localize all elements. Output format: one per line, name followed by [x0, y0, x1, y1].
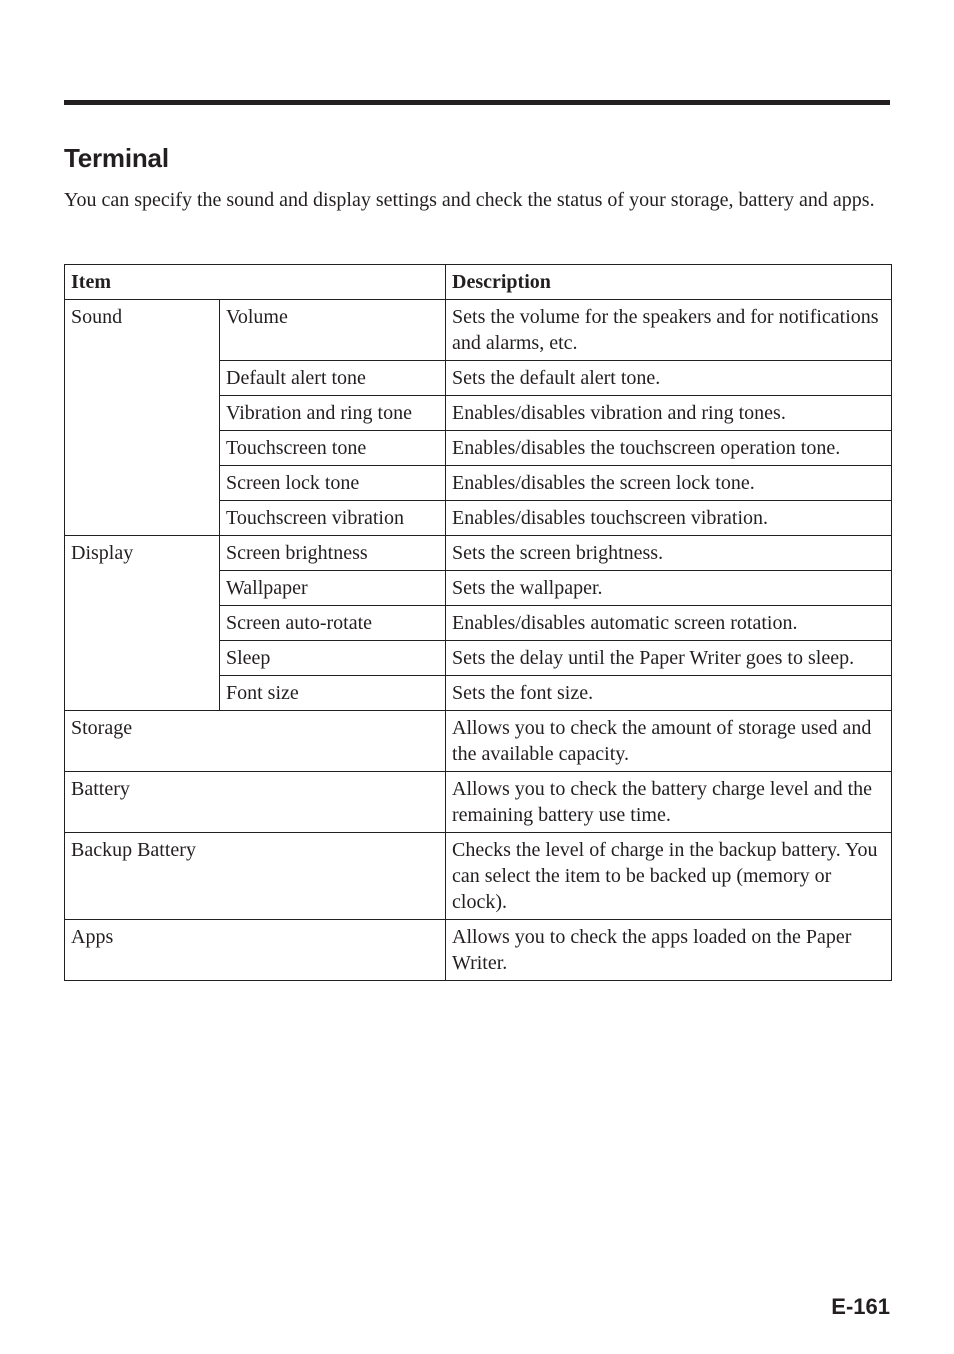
description-cell: Enables/disables touchscreen vibration.: [446, 501, 892, 536]
item-cell: Touchscreen vibration: [220, 501, 446, 536]
table-row: [65, 536, 892, 571]
description-cell: Enables/disables vibration and ring tones.: [446, 396, 892, 431]
description-cell: Sets the screen brightness.: [446, 536, 892, 571]
description-cell: Sets the wallpaper.: [446, 571, 892, 606]
description-cell: Sets the volume for the speakers and for notifications and alarms, etc.: [446, 300, 892, 361]
description-cell: Enables/disables the touchscreen operation tone.: [446, 431, 892, 466]
description-cell: Enables/disables the screen lock tone.: [446, 466, 892, 501]
item-cell: Backup Battery: [65, 833, 446, 920]
item-cell: Screen brightness: [220, 536, 446, 571]
table-row: [65, 711, 892, 772]
description-cell: Sets the font size.: [446, 676, 892, 711]
item-cell: Battery: [65, 772, 446, 833]
item-cell: Sleep: [220, 641, 446, 676]
description-cell: Sets the delay until the Paper Writer goes to sleep.: [446, 641, 892, 676]
item-cell: Apps: [65, 920, 446, 981]
item-cell: Default alert tone: [220, 361, 446, 396]
item-cell: Vibration and ring tone: [220, 396, 446, 431]
page-number: E-161: [831, 1294, 890, 1319]
table-row: [65, 300, 892, 361]
settings-table: [64, 264, 892, 981]
item-cell: Storage: [65, 711, 446, 772]
description-cell: Sets the default alert tone.: [446, 361, 892, 396]
table-header-row: [65, 265, 892, 300]
description-cell: Allows you to check the amount of storage used and the available capacity.: [446, 711, 892, 772]
item-cell: Volume: [220, 300, 446, 361]
item-cell: Touchscreen tone: [220, 431, 446, 466]
header-description: Description: [446, 265, 892, 300]
intro-paragraph: You can specify the sound and display settings and check the status of your storage, battery and apps.: [64, 189, 875, 211]
item-cell: Screen auto-rotate: [220, 606, 446, 641]
header-item: Item: [65, 265, 446, 300]
description-cell: Allows you to check the apps loaded on the Paper Writer.: [446, 920, 892, 981]
item-cell: Wallpaper: [220, 571, 446, 606]
description-cell: Allows you to check the battery charge level and the remaining battery use time.: [446, 772, 892, 833]
description-cell: Checks the level of charge in the backup battery. You can select the item to be backed up (memory or clock).: [446, 833, 892, 920]
table-row: [65, 920, 892, 981]
page-title: Terminal: [64, 143, 169, 173]
table-row: [65, 772, 892, 833]
category-cell: Display: [65, 536, 220, 711]
top-rule: [64, 100, 890, 105]
description-cell: Enables/disables automatic screen rotation.: [446, 606, 892, 641]
table-row: [65, 833, 892, 920]
item-cell: Font size: [220, 676, 446, 711]
category-cell: Sound: [65, 300, 220, 536]
item-cell: Screen lock tone: [220, 466, 446, 501]
